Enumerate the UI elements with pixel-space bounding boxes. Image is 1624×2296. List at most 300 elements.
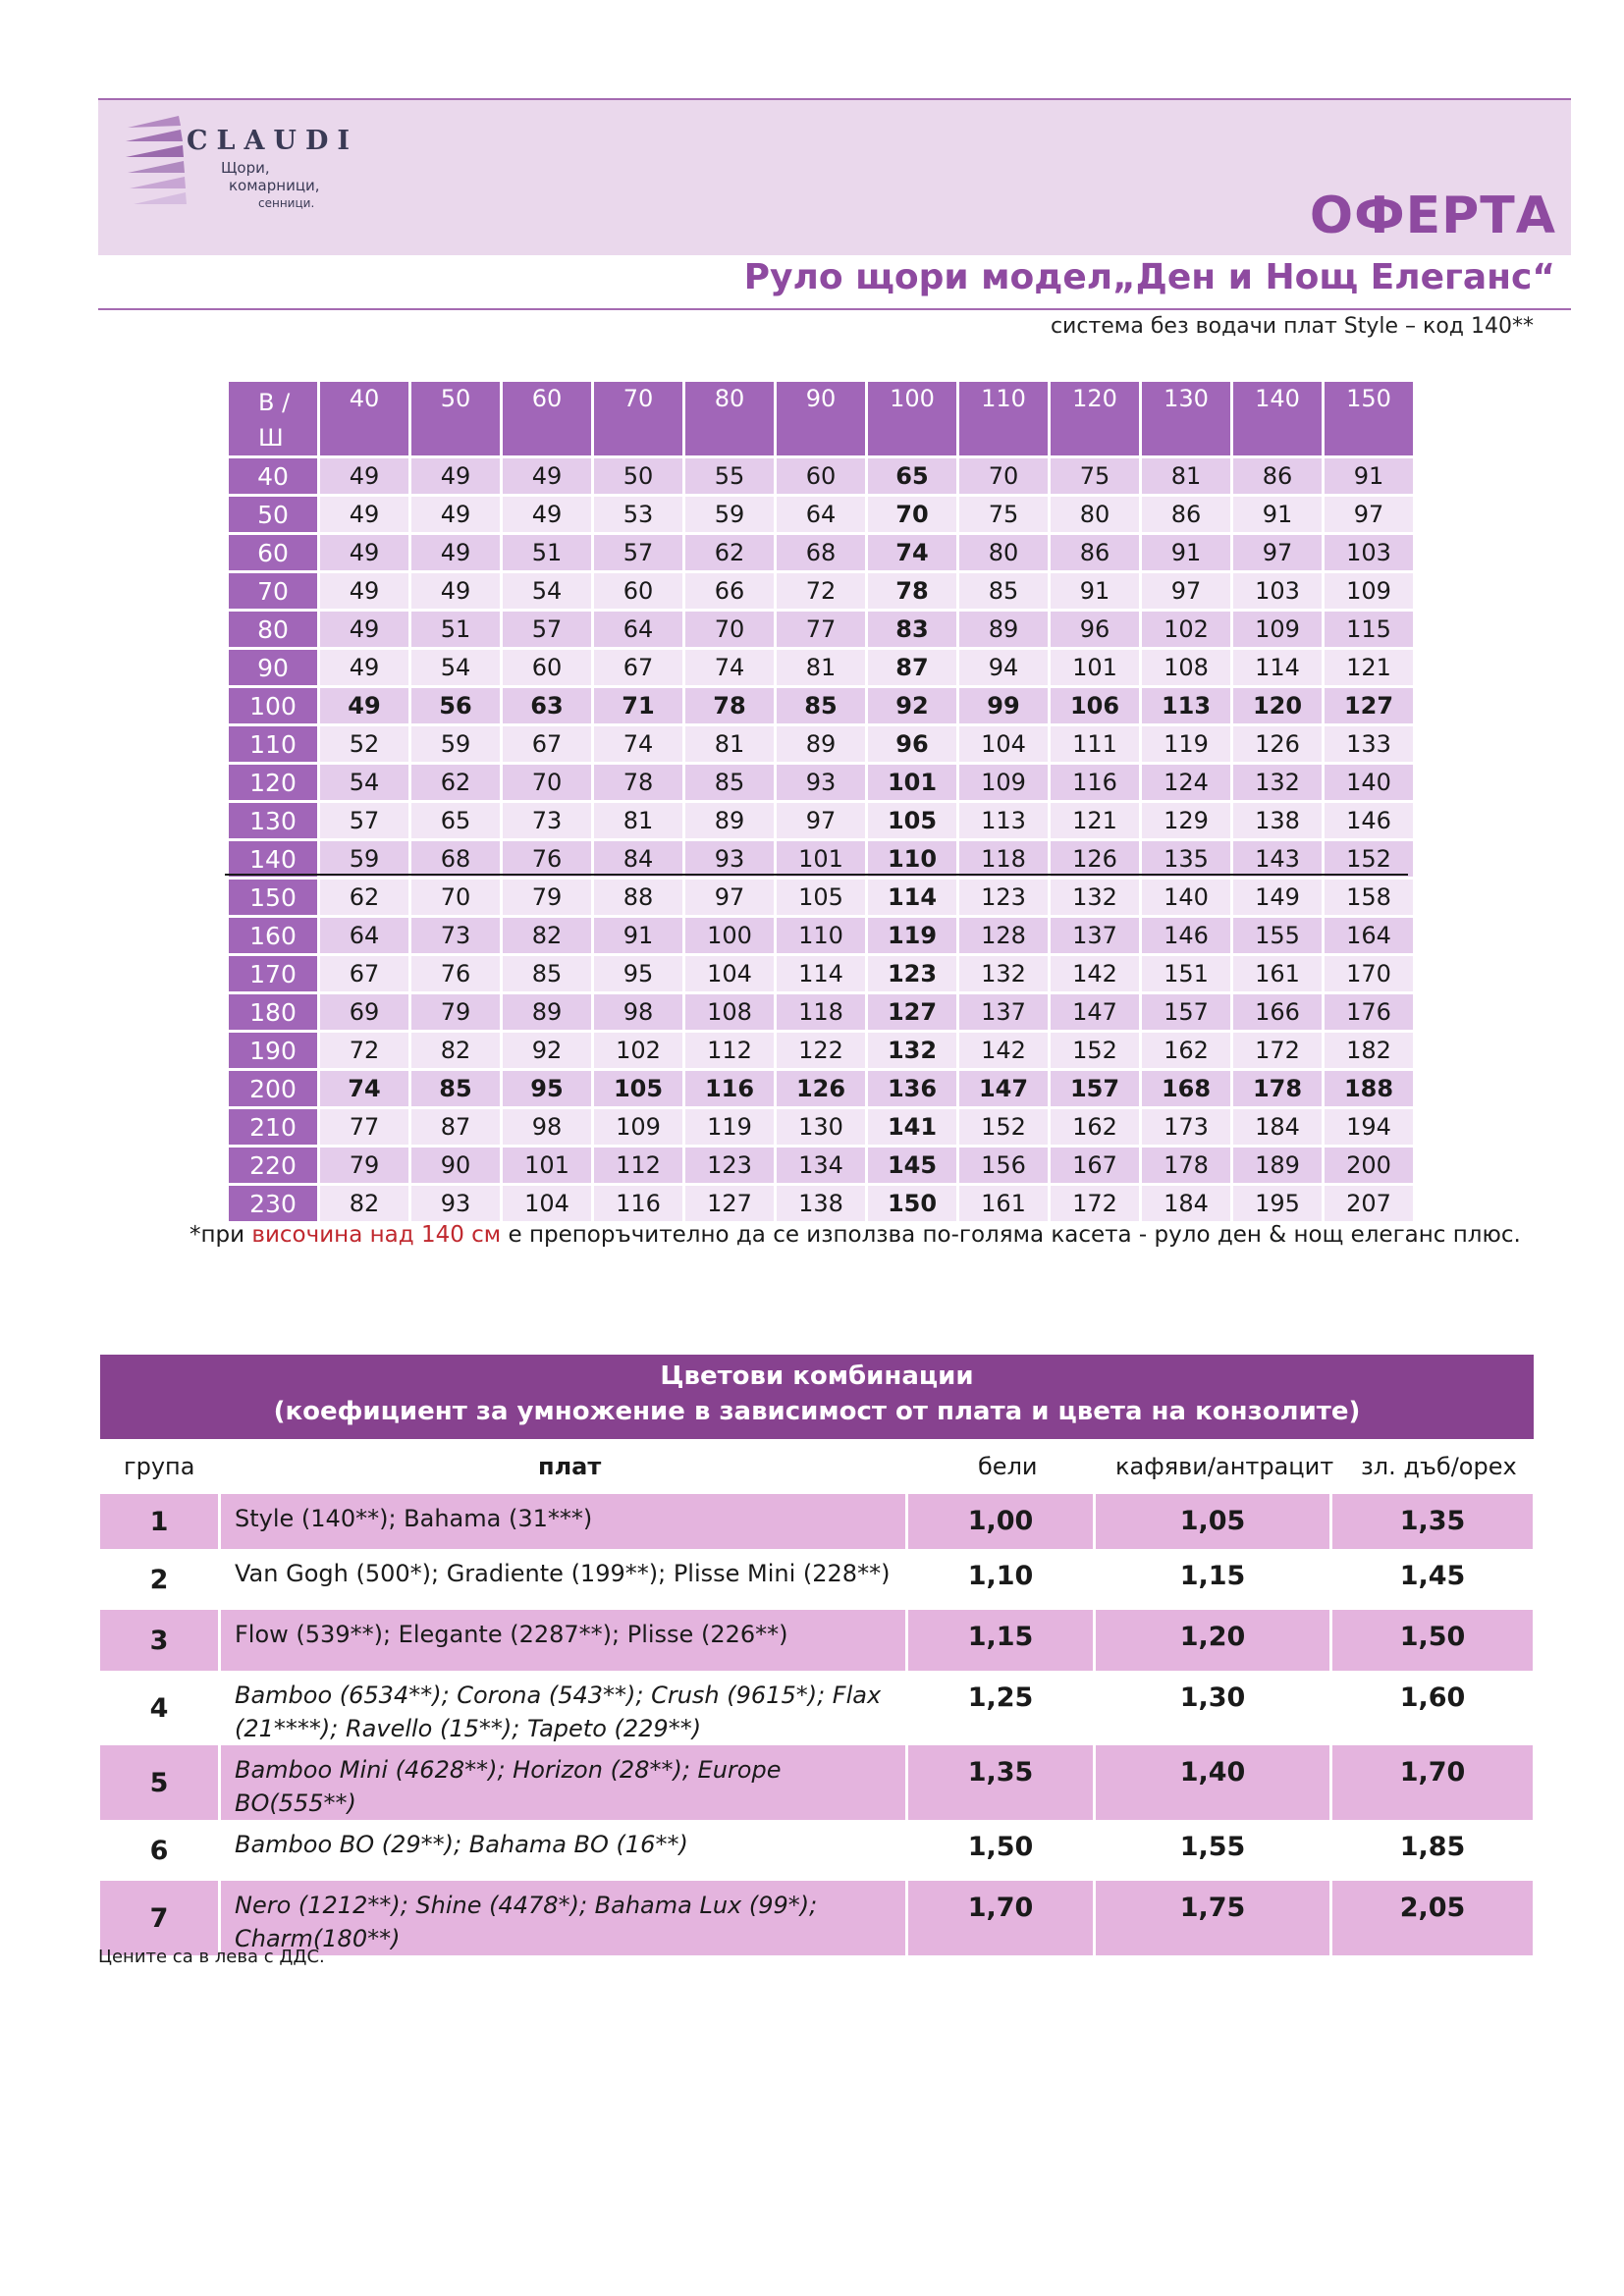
price-cell: 65 [868,458,956,494]
price-cell: 79 [320,1148,408,1183]
corner-label: В / Ш [229,382,317,455]
price-cell: 97 [1142,573,1230,609]
brown-coefficient: 1,05 [1095,1494,1331,1549]
price-cell: 112 [594,1148,682,1183]
price-cell: 101 [868,765,956,800]
price-cell: 73 [503,803,591,838]
price-cell: 54 [411,650,500,685]
price-cell: 113 [959,803,1048,838]
price-cell: 51 [411,612,500,647]
price-cell: 116 [1051,765,1139,800]
price-row [229,765,1413,800]
price-cell: 51 [503,535,591,570]
oak-coefficient: 2,05 [1331,1881,1534,1955]
price-cell: 91 [1051,573,1139,609]
oak-coefficient: 1,70 [1331,1745,1534,1820]
system-description: система без водачи плат Style – код 140** [1050,314,1534,339]
price-cell: 119 [685,1109,774,1145]
col-oak-label: зл. дъб/орех [1361,1453,1517,1480]
price-cell: 116 [594,1186,682,1221]
price-cell: 166 [1233,994,1322,1030]
price-cell: 162 [1051,1109,1139,1145]
price-cell: 81 [594,803,682,838]
price-cell: 86 [1051,535,1139,570]
height-label: 120 [229,765,317,800]
price-cell: 92 [503,1033,591,1068]
price-cell: 68 [777,535,865,570]
price-cell: 91 [594,918,682,953]
price-cell: 89 [685,803,774,838]
price-cell: 127 [685,1186,774,1221]
combinations-table [100,1494,1533,1955]
price-cell: 82 [320,1186,408,1221]
price-cell: 81 [1142,458,1230,494]
white-coefficient: 1,70 [907,1881,1095,1955]
price-cell: 108 [685,994,774,1030]
price-cell: 132 [1051,880,1139,915]
price-cell: 104 [685,956,774,991]
price-cell: 103 [1325,535,1413,570]
price-cell: 74 [868,535,956,570]
model-title: Руло щори модел„Ден и Нощ Елеганс“ [743,257,1555,297]
combination-row [100,1610,1533,1671]
price-cell: 64 [777,497,865,532]
price-cell: 110 [777,918,865,953]
price-cell: 60 [503,650,591,685]
price-cell: 124 [1142,765,1230,800]
col-group-label: група [124,1453,195,1480]
price-cell: 116 [685,1071,774,1106]
price-cell: 49 [411,497,500,532]
height-label: 180 [229,994,317,1030]
combinations-subtitle: (коефициент за умножение в зависимост от плата и цвета на конзолите) [273,1397,1361,1426]
price-cell: 70 [959,458,1048,494]
price-cell: 145 [868,1148,956,1183]
price-cell: 104 [959,726,1048,762]
price-cell: 74 [320,1071,408,1106]
price-cell: 207 [1325,1186,1413,1221]
fabric-list: Style (140**); Bahama (31***) [220,1494,907,1549]
price-row [229,650,1413,685]
width-header: 40 [320,382,408,455]
price-cell: 114 [1233,650,1322,685]
fabric-list: Bamboo (6534**); Corona (543**); Crush (9615*); Flax (21****); Ravello (15**); Tapeto (229**) [220,1671,907,1745]
price-cell: 55 [685,458,774,494]
combination-row [100,1745,1533,1820]
price-cell: 122 [777,1033,865,1068]
brown-coefficient: 1,40 [1095,1745,1331,1820]
price-cell: 75 [1051,458,1139,494]
price-cell: 178 [1233,1071,1322,1106]
price-cell: 69 [320,994,408,1030]
white-coefficient: 1,00 [907,1494,1095,1549]
price-cell: 168 [1142,1071,1230,1106]
price-row [229,458,1413,494]
height-label: 110 [229,726,317,762]
price-row [229,918,1413,953]
price-row [229,612,1413,647]
price-row [229,688,1413,723]
price-cell: 136 [868,1071,956,1106]
price-cell: 132 [868,1033,956,1068]
price-cell: 130 [777,1109,865,1145]
price-cell: 105 [594,1071,682,1106]
price-cell: 89 [959,612,1048,647]
price-cell: 132 [959,956,1048,991]
price-cell: 189 [1233,1148,1322,1183]
price-cell: 49 [411,535,500,570]
brown-coefficient: 1,30 [1095,1671,1331,1745]
price-cell: 123 [685,1148,774,1183]
fabric-list: Bamboo Mini (4628**); Horizon (28**); Europe BO(555**) [220,1745,907,1820]
price-cell: 67 [320,956,408,991]
price-cell: 89 [503,994,591,1030]
combinations-title: Цветови комбинации [660,1362,974,1391]
fabric-list: Nero (1212**); Shine (4478*); Bahama Lux (99*); Charm(180**) [220,1881,907,1955]
price-cell: 49 [320,497,408,532]
price-cell: 137 [959,994,1048,1030]
price-cell: 164 [1325,918,1413,953]
price-cell: 56 [411,688,500,723]
height-label: 80 [229,612,317,647]
price-cell: 64 [320,918,408,953]
fabric-list: Bamboo BO (29**); Bahama BO (16**) [220,1820,907,1881]
price-cell: 86 [1233,458,1322,494]
price-cell: 143 [1233,841,1322,877]
price-cell: 85 [777,688,865,723]
price-cell: 147 [1051,994,1139,1030]
price-cell: 91 [1142,535,1230,570]
price-row [229,956,1413,991]
fabric-list: Van Gogh (500*); Gradiente (199**); Plisse Mini (228**) [220,1549,907,1610]
price-row [229,1186,1413,1221]
price-cell: 87 [411,1109,500,1145]
price-cell: 81 [777,650,865,685]
brown-coefficient: 1,15 [1095,1549,1331,1610]
price-cell: 115 [1325,612,1413,647]
price-cell: 79 [503,880,591,915]
brand-name: CLAUDI [187,126,359,156]
price-cell: 86 [1142,497,1230,532]
price-cell: 82 [411,1033,500,1068]
price-cell: 133 [1325,726,1413,762]
price-cell: 127 [868,994,956,1030]
price-cell: 157 [1142,994,1230,1030]
price-cell: 82 [503,918,591,953]
price-cell: 81 [685,726,774,762]
price-cell: 146 [1325,803,1413,838]
price-cell: 66 [685,573,774,609]
price-cell: 200 [1325,1148,1413,1183]
price-cell: 49 [503,458,591,494]
price-cell: 57 [594,535,682,570]
height-label: 210 [229,1109,317,1145]
price-cell: 49 [320,535,408,570]
group-number: 1 [100,1494,220,1549]
price-cell: 97 [1325,497,1413,532]
price-cell: 62 [411,765,500,800]
height-label: 70 [229,573,317,609]
price-cell: 140 [1325,765,1413,800]
height-label: 230 [229,1186,317,1221]
oak-coefficient: 1,35 [1331,1494,1534,1549]
combinations-header [100,1355,1534,1439]
price-row [229,1033,1413,1068]
price-row [229,535,1413,570]
price-cell: 49 [411,458,500,494]
price-cell: 93 [411,1186,500,1221]
price-cell: 112 [685,1033,774,1068]
price-cell: 85 [959,573,1048,609]
price-cell: 70 [685,612,774,647]
price-cell: 93 [685,841,774,877]
price-row [229,1071,1413,1106]
price-cell: 95 [503,1071,591,1106]
price-cell: 60 [777,458,865,494]
height-note: *при височина над 140 см е препоръчително да се използва по-голяма касета - руло ден & нощ елеганс плюс. [189,1222,1521,1248]
price-cell: 91 [1233,497,1322,532]
price-cell: 59 [685,497,774,532]
price-cell: 93 [777,765,865,800]
width-header: 50 [411,382,500,455]
combination-row [100,1494,1533,1549]
price-cell: 96 [1051,612,1139,647]
height-label: 50 [229,497,317,532]
combination-row [100,1549,1533,1610]
oak-coefficient: 1,85 [1331,1820,1534,1881]
price-cell: 76 [411,956,500,991]
price-cell: 176 [1325,994,1413,1030]
height-label: 90 [229,650,317,685]
price-cell: 138 [1233,803,1322,838]
oak-coefficient: 1,60 [1331,1671,1534,1745]
price-cell: 129 [1142,803,1230,838]
price-cell: 142 [959,1033,1048,1068]
price-cell: 135 [1142,841,1230,877]
price-cell: 134 [777,1148,865,1183]
price-cell: 195 [1233,1186,1322,1221]
price-cell: 73 [411,918,500,953]
price-cell: 78 [868,573,956,609]
price-cell: 98 [594,994,682,1030]
fabric-list: Flow (539**); Elegante (2287**); Plisse (226**) [220,1610,907,1671]
price-cell: 64 [594,612,682,647]
price-cell: 60 [594,573,682,609]
price-row [229,1148,1413,1183]
price-cell: 188 [1325,1071,1413,1106]
price-cell: 52 [320,726,408,762]
price-cell: 74 [594,726,682,762]
price-cell: 110 [868,841,956,877]
combination-row [100,1671,1533,1745]
price-cell: 142 [1051,956,1139,991]
price-cell: 88 [594,880,682,915]
offer-title: ОФЕРТА [1309,187,1556,245]
price-row [229,1109,1413,1145]
logo-fan-icon [118,108,216,216]
combination-row [100,1881,1533,1955]
price-cell: 84 [594,841,682,877]
col-brown-label: кафяви/антрацит [1115,1453,1334,1480]
price-cell: 49 [320,458,408,494]
price-cell: 77 [777,612,865,647]
price-table-body [229,458,1413,1221]
price-cell: 118 [959,841,1048,877]
title-divider [98,308,1571,310]
price-cell: 95 [594,956,682,991]
price-row [229,880,1413,915]
price-cell: 106 [1051,688,1139,723]
price-cell: 120 [1233,688,1322,723]
price-cell: 101 [503,1148,591,1183]
width-header: 70 [594,382,682,455]
price-cell: 114 [777,956,865,991]
price-cell: 111 [1051,726,1139,762]
price-cell: 54 [320,765,408,800]
price-cell: 54 [503,573,591,609]
width-header: 130 [1142,382,1230,455]
price-cell: 173 [1142,1109,1230,1145]
width-header: 60 [503,382,591,455]
price-cell: 128 [959,918,1048,953]
height-label: 190 [229,1033,317,1068]
price-cell: 97 [777,803,865,838]
price-cell: 121 [1051,803,1139,838]
price-cell: 71 [594,688,682,723]
price-cell: 167 [1051,1148,1139,1183]
price-cell: 182 [1325,1033,1413,1068]
price-cell: 146 [1142,918,1230,953]
price-cell: 123 [959,880,1048,915]
group-number: 3 [100,1610,220,1671]
price-cell: 49 [411,573,500,609]
price-cell: 63 [503,688,591,723]
price-cell: 49 [320,612,408,647]
price-table [226,379,1416,1224]
group-number: 4 [149,1692,169,1724]
price-cell: 59 [411,726,500,762]
price-cell: 83 [868,612,956,647]
price-cell: 140 [1142,880,1230,915]
price-table-header-row [229,382,1413,455]
price-cell: 53 [594,497,682,532]
price-cell: 98 [503,1109,591,1145]
price-cell: 76 [503,841,591,877]
price-cell: 70 [868,497,956,532]
price-cell: 72 [777,573,865,609]
price-cell: 49 [503,497,591,532]
price-cell: 90 [411,1148,500,1183]
group-number: 6 [149,1835,169,1866]
price-cell: 161 [1233,956,1322,991]
price-cell: 101 [1051,650,1139,685]
price-cell: 70 [411,880,500,915]
price-cell: 62 [685,535,774,570]
price-cell: 132 [1233,765,1322,800]
brown-coefficient: 1,20 [1095,1610,1331,1671]
height-note-highlight: височина над 140 см [251,1222,502,1248]
price-cell: 157 [1051,1071,1139,1106]
price-cell: 184 [1233,1109,1322,1145]
group-number: 2 [149,1564,169,1595]
price-cell: 170 [1325,956,1413,991]
group-number: 7 [100,1881,220,1955]
price-cell: 109 [594,1109,682,1145]
height-label: 220 [229,1148,317,1183]
brown-coefficient: 1,75 [1095,1881,1331,1955]
price-cell: 109 [1233,612,1322,647]
brown-coefficient: 1,55 [1095,1820,1331,1881]
height-label: 60 [229,535,317,570]
width-header: 140 [1233,382,1322,455]
price-cell: 109 [959,765,1048,800]
price-row [229,803,1413,838]
price-cell: 184 [1142,1186,1230,1221]
price-cell: 137 [1051,918,1139,953]
price-cell: 104 [503,1186,591,1221]
price-cell: 149 [1233,880,1322,915]
price-cell: 57 [503,612,591,647]
width-header: 120 [1051,382,1139,455]
price-cell: 119 [868,918,956,953]
price-cell: 172 [1051,1186,1139,1221]
price-cell: 59 [320,841,408,877]
price-cell: 102 [594,1033,682,1068]
width-header: 100 [868,382,956,455]
price-cell: 119 [1142,726,1230,762]
oak-coefficient: 1,45 [1331,1549,1534,1610]
col-white-label: бели [978,1453,1038,1480]
price-cell: 158 [1325,880,1413,915]
price-cell: 89 [777,726,865,762]
height-label: 140 [229,841,317,877]
price-cell: 67 [503,726,591,762]
price-cell: 99 [959,688,1048,723]
price-cell: 103 [1233,573,1322,609]
price-cell: 49 [320,650,408,685]
price-row [229,726,1413,762]
price-cell: 105 [868,803,956,838]
price-cell: 141 [868,1109,956,1145]
white-coefficient: 1,35 [907,1745,1095,1820]
price-cell: 152 [1051,1033,1139,1068]
price-cell: 127 [1325,688,1413,723]
price-cell: 100 [685,918,774,953]
oak-coefficient: 1,50 [1331,1610,1534,1671]
price-cell: 87 [868,650,956,685]
combination-row [100,1820,1533,1881]
price-cell: 97 [1233,535,1322,570]
price-cell: 78 [685,688,774,723]
col-fabric-label: плат [538,1453,602,1480]
price-cell: 78 [594,765,682,800]
width-header: 150 [1325,382,1413,455]
price-cell: 118 [777,994,865,1030]
price-cell: 94 [959,650,1048,685]
vat-note: Цените са в лева с ДДС. [98,1947,325,1967]
price-row [229,573,1413,609]
price-cell: 65 [411,803,500,838]
price-cell: 68 [411,841,500,877]
price-cell: 57 [320,803,408,838]
height-label: 160 [229,918,317,953]
price-cell: 123 [868,956,956,991]
price-cell: 162 [1142,1033,1230,1068]
price-cell: 97 [685,880,774,915]
price-cell: 194 [1325,1109,1413,1145]
price-cell: 77 [320,1109,408,1145]
width-header: 110 [959,382,1048,455]
